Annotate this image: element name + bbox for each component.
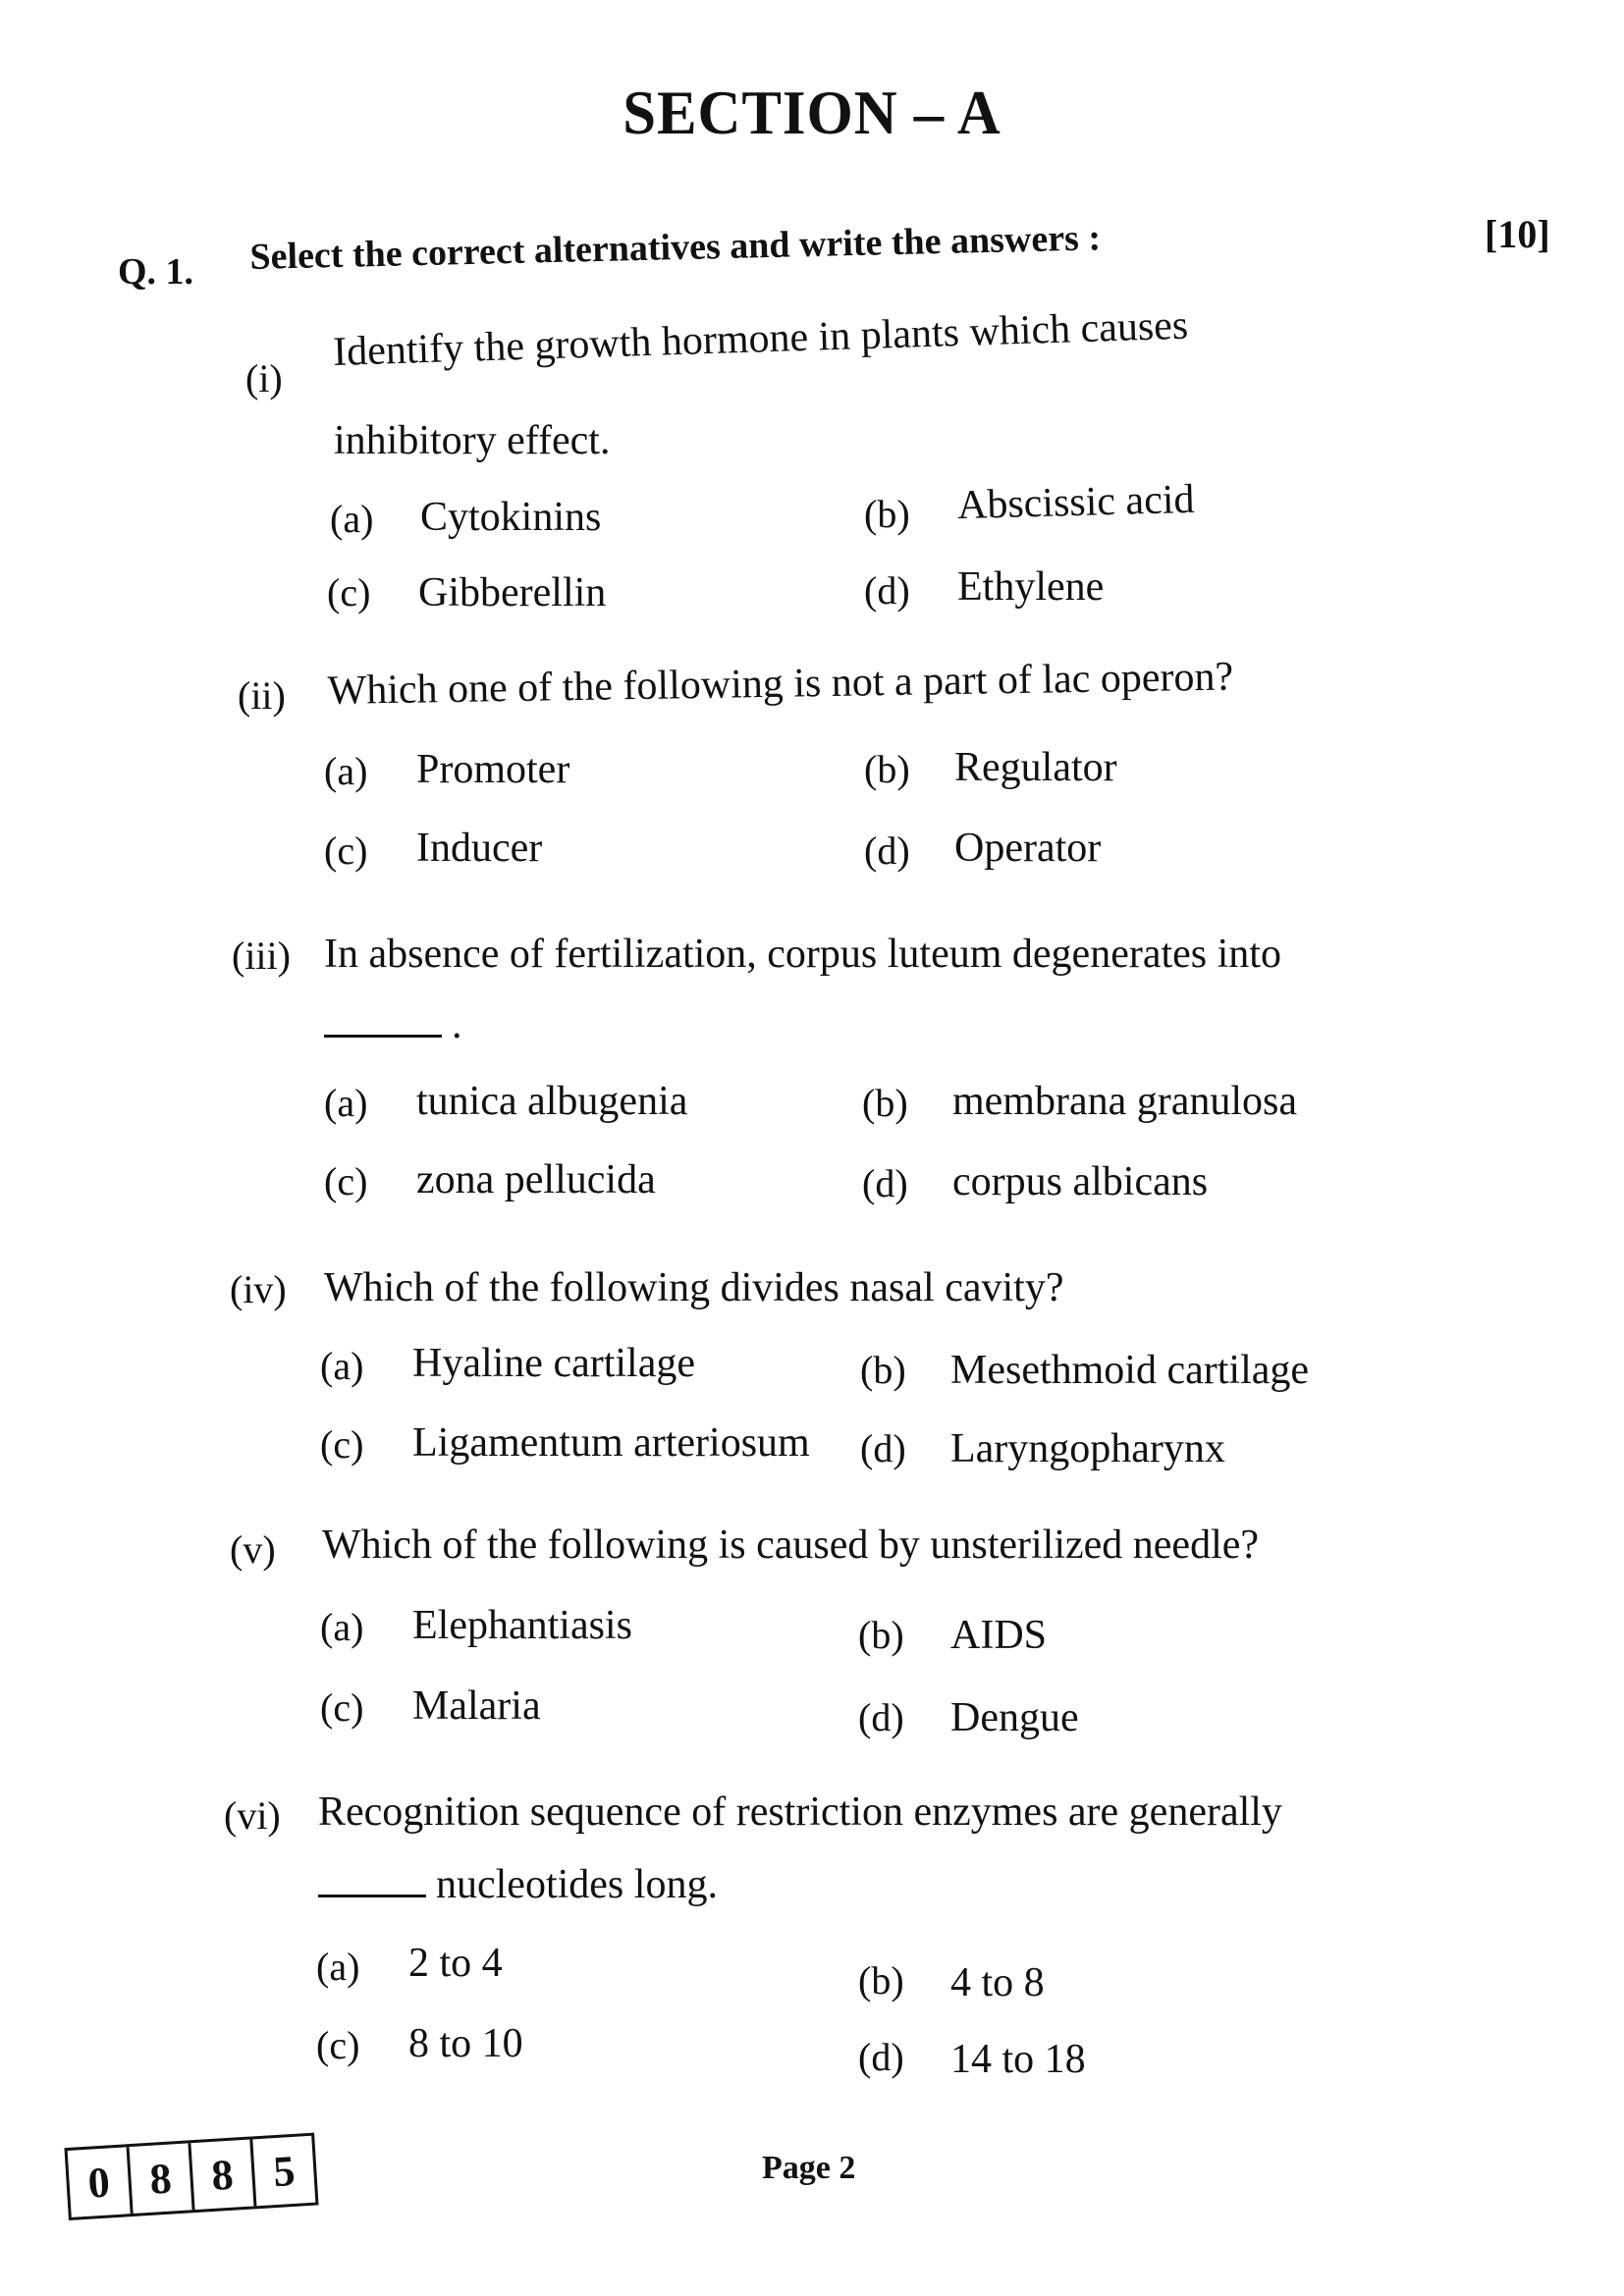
answer-blank (318, 1885, 426, 1897)
option-label: (d) (858, 2035, 904, 2079)
item-number: (i) (245, 356, 283, 400)
option-label: (c) (324, 828, 368, 873)
option-text: 2 to 4 (408, 1941, 503, 1986)
option-text: Gibberellin (418, 570, 607, 615)
item-number: (iv) (230, 1267, 287, 1311)
option-label: (b) (864, 747, 910, 791)
option-label: (b) (860, 1348, 906, 1392)
question-marks: [10] (1485, 212, 1550, 256)
option-text: Elephantiasis (412, 1603, 632, 1648)
option-text: 8 to 10 (408, 2021, 523, 2066)
code-digit: 8 (190, 2139, 256, 2210)
option-text: Laryngopharynx (950, 1426, 1225, 1471)
option-text: AIDS (950, 1613, 1048, 1658)
option-text: 4 to 8 (950, 1960, 1045, 2005)
question-number: Q. 1. (118, 251, 194, 293)
item-text: Identify the growth hormone in plants which causes (332, 302, 1189, 376)
option-label: (a) (324, 749, 368, 793)
option-text: Promoter (416, 747, 570, 792)
option-label: (c) (320, 1422, 364, 1467)
item-text: Recognition sequence of restriction enzymes are generally (318, 1789, 1282, 1835)
item-number: (ii) (238, 673, 286, 718)
item-text: In absence of fertilization, corpus luteum degenerates into (324, 932, 1281, 977)
page-number: Page 2 (762, 2150, 856, 2186)
code-digit: 5 (271, 2146, 297, 2196)
option-text: membrana granulosa (952, 1079, 1298, 1124)
option-label: (c) (324, 1159, 368, 1203)
item-text-cont: inhibitory effect. (334, 418, 611, 463)
question-instruction: Select the correct alternatives and write the answers : (249, 217, 1102, 279)
section-title: SECTION – A (623, 78, 1001, 147)
item-text: Which of the following divides nasal cavity? (324, 1265, 1064, 1310)
option-label: (d) (864, 828, 910, 873)
item-number: (vi) (224, 1793, 281, 1838)
item-number: (iii) (232, 934, 291, 978)
item-blank: nucleotides long. (318, 1861, 718, 1908)
option-label: (b) (858, 1958, 904, 2002)
option-label: (b) (864, 492, 910, 536)
option-text: Ligamentum arteriosum (412, 1420, 810, 1466)
option-text: Operator (954, 826, 1102, 871)
option-text: Cytokinins (420, 495, 602, 540)
answer-blank (324, 1025, 442, 1038)
code-digit: 8 (130, 2143, 195, 2214)
option-label: (b) (862, 1081, 908, 1125)
paper-code-box (64, 2133, 318, 2220)
item-text: Which of the following is caused by unsterilized needle? (322, 1522, 1260, 1568)
option-label: (a) (324, 1081, 368, 1125)
option-text: tunica albugenia (416, 1079, 688, 1124)
option-text: 14 to 18 (950, 2037, 1086, 2082)
option-text: corpus albicans (952, 1159, 1209, 1204)
item-number: (v) (230, 1527, 276, 1572)
option-text: Mesethmoid cartilage (950, 1348, 1310, 1393)
option-text: Malaria (412, 1683, 541, 1729)
option-text: Abscissic acid (956, 476, 1196, 529)
option-text: Ethylene (957, 564, 1105, 610)
option-text: zona pellucida (416, 1157, 656, 1202)
option-label: (c) (316, 2023, 360, 2067)
option-label: (d) (862, 1161, 908, 1205)
option-label: (b) (858, 1613, 904, 1657)
option-label: (c) (320, 1685, 364, 1730)
option-label: (a) (320, 1344, 364, 1388)
option-label: (a) (316, 1945, 360, 1989)
option-label: (c) (327, 570, 371, 614)
option-text: Inducer (416, 826, 543, 871)
option-text: Hyaline cartilage (412, 1341, 696, 1386)
option-label: (d) (864, 568, 910, 613)
option-text: Dengue (950, 1695, 1079, 1740)
code-digit: 0 (68, 2147, 134, 2217)
option-label: (a) (330, 497, 374, 541)
option-label: (d) (858, 1695, 904, 1739)
item-text: Which one of the following is not a part of lac operon? (327, 654, 1234, 715)
option-label: (d) (860, 1426, 906, 1470)
item-blank: . (324, 1001, 462, 1048)
option-text: Regulator (954, 745, 1117, 790)
option-label: (a) (320, 1605, 364, 1649)
